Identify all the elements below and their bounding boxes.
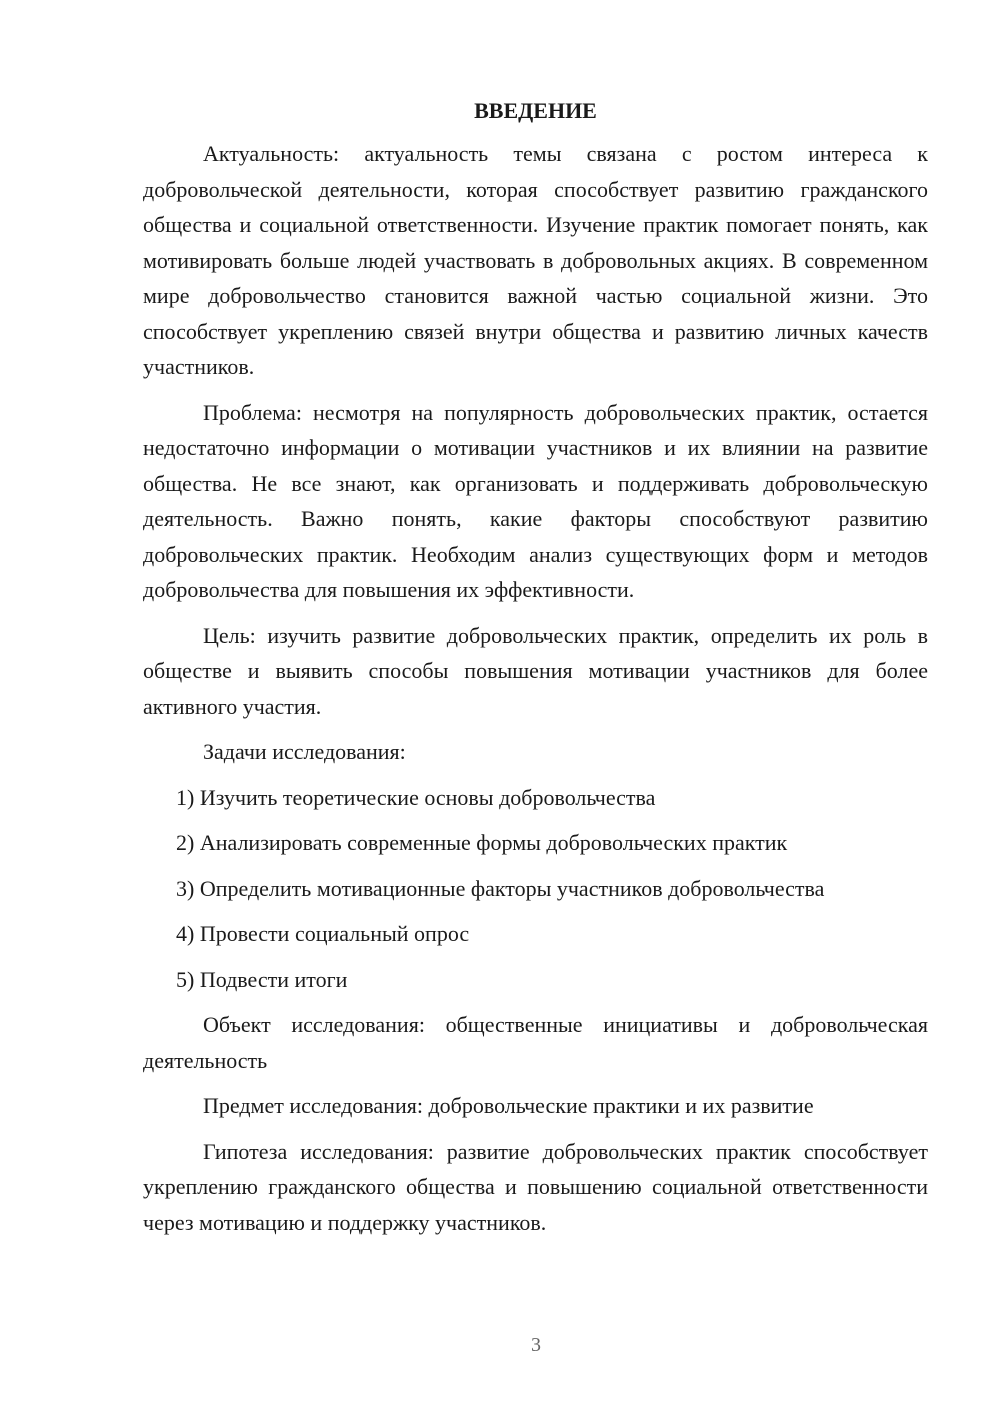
task-item-4: 4) Провести социальный опрос [176,921,470,946]
page-title: ВВЕДЕНИЕ [474,98,597,123]
task-item-2: 2) Анализировать современные формы добровольческих практик [176,830,788,855]
object-paragraph: Объект исследования: общественные инициативы и добровольческая деятельность [143,1012,928,1073]
relevance-paragraph: Актуальность: актуальность темы связана с ростом интереса к добровольческой деятельности, которая способствует развитию гражданского общества и социальной ответственности. Изучение практик помогает понять, как мотивировать больше людей участвовать в добровольных акциях. В современном мире добровольчество становится важной частью социальной жизни. Это способствует укреплению связей внутри общества и развитию личных качеств участников. [143,141,928,379]
task-item-1: 1) Изучить теоретические основы добровольчества [176,784,656,810]
task-item-5: 5) Подвести итоги [176,966,348,992]
page-number: 3 [531,1334,541,1356]
tasks-title: Задачи исследования: [203,739,406,764]
document-page [143,96,928,1250]
problem-paragraph: Проблема: несмотря на популярность добровольческих практик, остается недостаточно информации о мотивации участников и их влиянии на развитие общества. Не все знают, как организовать и поддерживать добровольческую деятельность. Важно понять, какие факторы способствуют развитию добровольческих практик. Необходим анализ существующих форм и методов добровольчества для повышения их эффективности. [143,399,928,602]
goal-paragraph: Цель: изучить развитие добровольческих практик, определить их роль в обществе и выявить способы повышения мотивации участников для более активного участия. [143,622,928,719]
task-item-3: 3) Определить мотивационные факторы участников добровольчества [176,875,825,901]
subject-paragraph: Предмет исследования: добровольческие практики и их развитие [203,1093,814,1118]
hypothesis-paragraph: Гипотеза исследования: развитие добровольческих практик способствует укреплению гражданского общества и повышению социальной ответственности через мотивацию и поддержку участников. [143,1138,928,1235]
